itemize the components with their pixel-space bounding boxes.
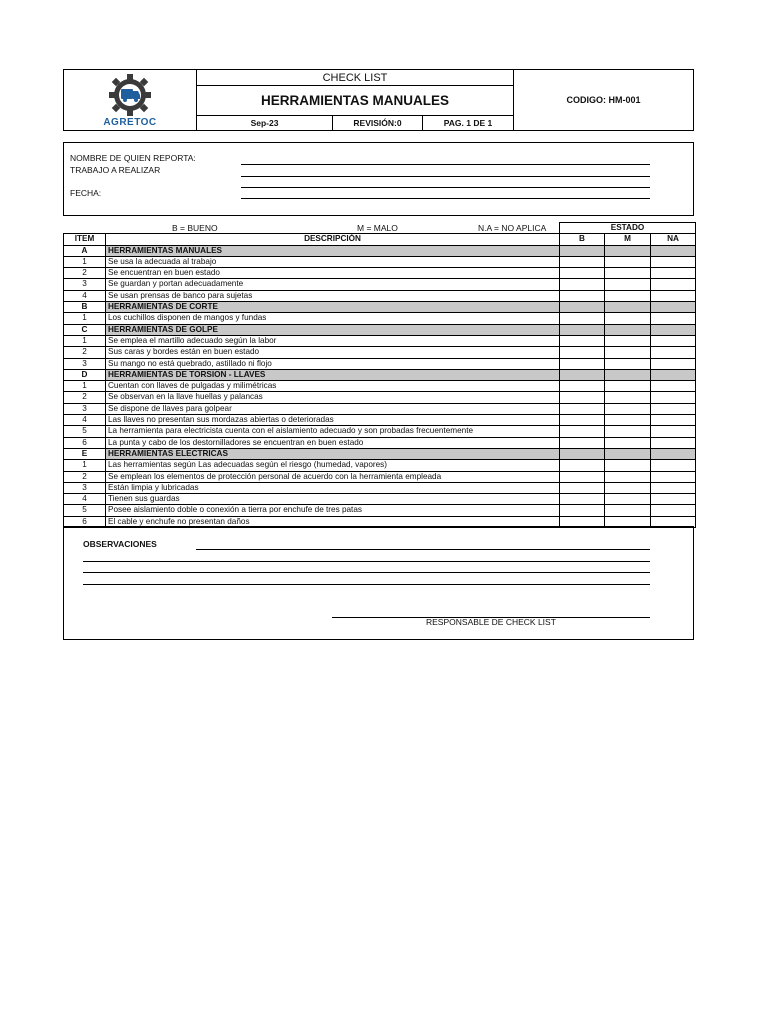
item-code: D: [64, 369, 106, 380]
status-cell-b[interactable]: [560, 415, 605, 426]
checklist-row: [64, 392, 696, 403]
status-cell-b[interactable]: [560, 460, 605, 471]
item-code: 2: [64, 268, 106, 279]
work-field-line-2[interactable]: [241, 187, 650, 188]
section-row: [64, 324, 696, 335]
status-cell-b: [560, 302, 605, 313]
checklist-row: [64, 279, 696, 290]
checklist-row: [64, 268, 696, 279]
status-cell-na[interactable]: [651, 313, 696, 324]
status-cell-m[interactable]: [605, 313, 651, 324]
legend-na: N.A = NO APLICA: [478, 223, 547, 233]
status-cell-na[interactable]: [651, 482, 696, 493]
company-name: AGRETOC: [103, 116, 157, 128]
document-header: [63, 69, 694, 131]
status-cell-b[interactable]: [560, 290, 605, 301]
status-cell-na: [651, 448, 696, 459]
status-cell-na[interactable]: [651, 460, 696, 471]
checklist-row: [64, 347, 696, 358]
status-cell-na[interactable]: [651, 494, 696, 505]
date-field-line-1[interactable]: [241, 198, 650, 199]
item-header: ITEM: [64, 234, 106, 245]
status-cell-m[interactable]: [605, 381, 651, 392]
checklist-row: [64, 381, 696, 392]
status-cell-b: [560, 369, 605, 380]
item-description: Se usa la adecuada al trabajo: [106, 256, 560, 267]
status-cell-b: [560, 448, 605, 459]
status-cell-m[interactable]: [605, 358, 651, 369]
status-cell-m: [605, 448, 651, 459]
item-code: 5: [64, 426, 106, 437]
status-cell-m[interactable]: [605, 256, 651, 267]
checklist-row: [64, 256, 696, 267]
item-code: 1: [64, 256, 106, 267]
item-code: 1: [64, 381, 106, 392]
reporter-label: NOMBRE DE QUIEN REPORTA:: [70, 153, 196, 163]
doc-revision: REVISIÓN:0: [353, 118, 402, 128]
item-description: Se dispone de llaves para golpear: [106, 403, 560, 414]
status-cell-na[interactable]: [651, 471, 696, 482]
status-cell-b: [560, 324, 605, 335]
observations-line-4[interactable]: [83, 584, 650, 585]
item-description: Están limpia y lubricadas: [106, 482, 560, 493]
status-cell-b[interactable]: [560, 268, 605, 279]
status-cell-na[interactable]: [651, 335, 696, 346]
status-cell-m[interactable]: [605, 460, 651, 471]
status-cell-b[interactable]: [560, 505, 605, 516]
status-cell-b[interactable]: [560, 392, 605, 403]
status-header: ESTADO: [560, 223, 696, 234]
status-cell-b[interactable]: [560, 256, 605, 267]
col-na-header: NA: [651, 234, 696, 245]
item-description: La punta y cabo de los destornilladores se encuentran en buen estado: [106, 437, 560, 448]
status-cell-m[interactable]: [605, 392, 651, 403]
status-cell-b: [560, 245, 605, 256]
page-title: HERRAMIENTAS MANUALES: [261, 93, 449, 108]
status-cell-na[interactable]: [651, 381, 696, 392]
observations-line-1[interactable]: [196, 549, 650, 550]
status-cell-b[interactable]: [560, 335, 605, 346]
status-cell-m[interactable]: [605, 494, 651, 505]
item-description: Se encuentran en buen estado: [106, 268, 560, 279]
checklist-row: [64, 437, 696, 448]
status-cell-b[interactable]: [560, 358, 605, 369]
item-description: Las herramientas según Las adecuadas según el riesgo (humedad, vapores): [106, 460, 560, 471]
col-m-header: M: [605, 234, 651, 245]
item-description: Cuentan con llaves de pulgadas y milimétricas: [106, 381, 560, 392]
item-code: B: [64, 302, 106, 313]
status-cell-m[interactable]: [605, 268, 651, 279]
item-description: Se emplean los elementos de protección personal de acuerdo con la herramienta empleada: [106, 471, 560, 482]
item-description: El cable y enchufe no presentan daños: [106, 516, 560, 527]
item-description: Su mango no está quebrado, astillado ni flojo: [106, 358, 560, 369]
status-cell-m[interactable]: [605, 347, 651, 358]
status-cell-na[interactable]: [651, 403, 696, 414]
status-cell-na[interactable]: [651, 347, 696, 358]
item-code: 3: [64, 482, 106, 493]
checklist-row: [64, 415, 696, 426]
doc-page: PAG. 1 DE 1: [443, 118, 493, 128]
item-code: 3: [64, 279, 106, 290]
status-cell-na: [651, 324, 696, 335]
item-code: 1: [64, 460, 106, 471]
status-cell-m[interactable]: [605, 290, 651, 301]
item-code: 6: [64, 437, 106, 448]
status-cell-b[interactable]: [560, 471, 605, 482]
observations-box: [63, 526, 694, 640]
item-code: 2: [64, 347, 106, 358]
column-header-row: [64, 234, 696, 245]
status-cell-na[interactable]: [651, 290, 696, 301]
item-code: E: [64, 448, 106, 459]
item-code: 4: [64, 290, 106, 301]
status-cell-m[interactable]: [605, 505, 651, 516]
status-cell-b[interactable]: [560, 381, 605, 392]
item-code: 2: [64, 392, 106, 403]
section-row: [64, 369, 696, 380]
status-cell-na[interactable]: [651, 358, 696, 369]
checklist-table: [63, 222, 696, 528]
doc-date: Sep-23: [250, 118, 279, 128]
description-header: DESCRIPCIÓN: [106, 234, 560, 245]
status-cell-na[interactable]: [651, 392, 696, 403]
status-cell-na: [651, 369, 696, 380]
section-row: [64, 448, 696, 459]
doc-code: CODIGO: HM-001: [566, 95, 641, 105]
status-cell-m[interactable]: [605, 426, 651, 437]
checklist-row: [64, 290, 696, 301]
signature-label: RESPONSABLE DE CHECK LIST: [426, 617, 556, 627]
checklist-row: [64, 313, 696, 324]
section-row: [64, 245, 696, 256]
item-description: Las llaves no presentan sus mordazas abiertas o deterioradas: [106, 415, 560, 426]
status-header-row: [64, 223, 696, 234]
item-description: Tienen sus guardas: [106, 494, 560, 505]
checklist-row: [64, 505, 696, 516]
checklist-row: [64, 335, 696, 346]
status-cell-b[interactable]: [560, 403, 605, 414]
status-cell-m: [605, 245, 651, 256]
item-code: C: [64, 324, 106, 335]
status-cell-m[interactable]: [605, 403, 651, 414]
reporter-field[interactable]: [241, 164, 650, 165]
status-cell-m[interactable]: [605, 437, 651, 448]
status-cell-m: [605, 369, 651, 380]
section-title: HERRAMIENTAS DE GOLPE: [106, 324, 560, 335]
status-cell-b[interactable]: [560, 347, 605, 358]
item-description: Posee aislamiento doble o conexión a tierra por enchufe de tres patas: [106, 505, 560, 516]
observations-line-2[interactable]: [83, 561, 650, 562]
status-cell-m[interactable]: [605, 482, 651, 493]
item-code: 4: [64, 415, 106, 426]
status-cell-m[interactable]: [605, 279, 651, 290]
checklist-row: [64, 494, 696, 505]
status-cell-na[interactable]: [651, 415, 696, 426]
status-cell-na: [651, 302, 696, 313]
report-info-box: [63, 142, 694, 216]
item-code: 4: [64, 494, 106, 505]
work-label: TRABAJO A REALIZAR: [70, 165, 161, 175]
item-description: Se guardan y portan adecuadamente: [106, 279, 560, 290]
company-logo: [64, 70, 196, 130]
section-title: HERRAMIENTAS ELECTRICAS: [106, 448, 560, 459]
status-cell-na[interactable]: [651, 268, 696, 279]
doc-type: CHECK LIST: [322, 71, 388, 84]
item-code: 3: [64, 358, 106, 369]
status-cell-b[interactable]: [560, 482, 605, 493]
checklist-row: [64, 403, 696, 414]
col-b-header: B: [560, 234, 605, 245]
status-cell-m[interactable]: [605, 335, 651, 346]
item-code: 1: [64, 335, 106, 346]
item-description: Sus caras y bordes están en buen estado: [106, 347, 560, 358]
item-code: 3: [64, 403, 106, 414]
legend-good: B = BUENO: [172, 223, 218, 233]
status-cell-m: [605, 324, 651, 335]
status-cell-m[interactable]: [605, 471, 651, 482]
status-cell-b[interactable]: [560, 437, 605, 448]
checklist-row: [64, 460, 696, 471]
item-description: Se usan prensas de banco para sujetas: [106, 290, 560, 301]
observations-label: OBSERVACIONES: [83, 539, 157, 549]
item-code: 6: [64, 516, 106, 527]
item-description: Se observan en la llave huellas y palancas: [106, 392, 560, 403]
item-code: 2: [64, 471, 106, 482]
item-description: Los cuchillos disponen de mangos y fundas: [106, 313, 560, 324]
status-cell-na[interactable]: [651, 256, 696, 267]
gear-truck-icon: [100, 72, 160, 118]
date-label: FECHA:: [70, 188, 102, 198]
section-title: HERRAMIENTAS DE TORSION - LLAVES: [106, 369, 560, 380]
checklist-row: [64, 482, 696, 493]
status-cell-b[interactable]: [560, 426, 605, 437]
section-title: HERRAMIENTAS MANUALES: [106, 245, 560, 256]
status-cell-b[interactable]: [560, 313, 605, 324]
section-row: [64, 302, 696, 313]
status-cell-na[interactable]: [651, 426, 696, 437]
item-description: La herramienta para electricista cuenta con el aislamiento adecuado y son probadas frecuentemente: [106, 426, 560, 437]
work-field-line-1[interactable]: [241, 176, 650, 177]
checklist-row: [64, 426, 696, 437]
status-cell-m[interactable]: [605, 415, 651, 426]
checklist-row: [64, 358, 696, 369]
item-description: Se emplea el martillo adecuado según la labor: [106, 335, 560, 346]
status-cell-b[interactable]: [560, 279, 605, 290]
status-cell-b[interactable]: [560, 494, 605, 505]
legend-bad: M = MALO: [357, 223, 398, 233]
item-code: 1: [64, 313, 106, 324]
status-cell-na: [651, 245, 696, 256]
status-cell-m: [605, 302, 651, 313]
status-cell-na[interactable]: [651, 437, 696, 448]
item-code: A: [64, 245, 106, 256]
checklist-row: [64, 471, 696, 482]
observations-line-3[interactable]: [83, 572, 650, 573]
status-cell-na[interactable]: [651, 279, 696, 290]
item-code: 5: [64, 505, 106, 516]
section-title: HERRAMIENTAS DE CORTE: [106, 302, 560, 313]
status-cell-na[interactable]: [651, 505, 696, 516]
